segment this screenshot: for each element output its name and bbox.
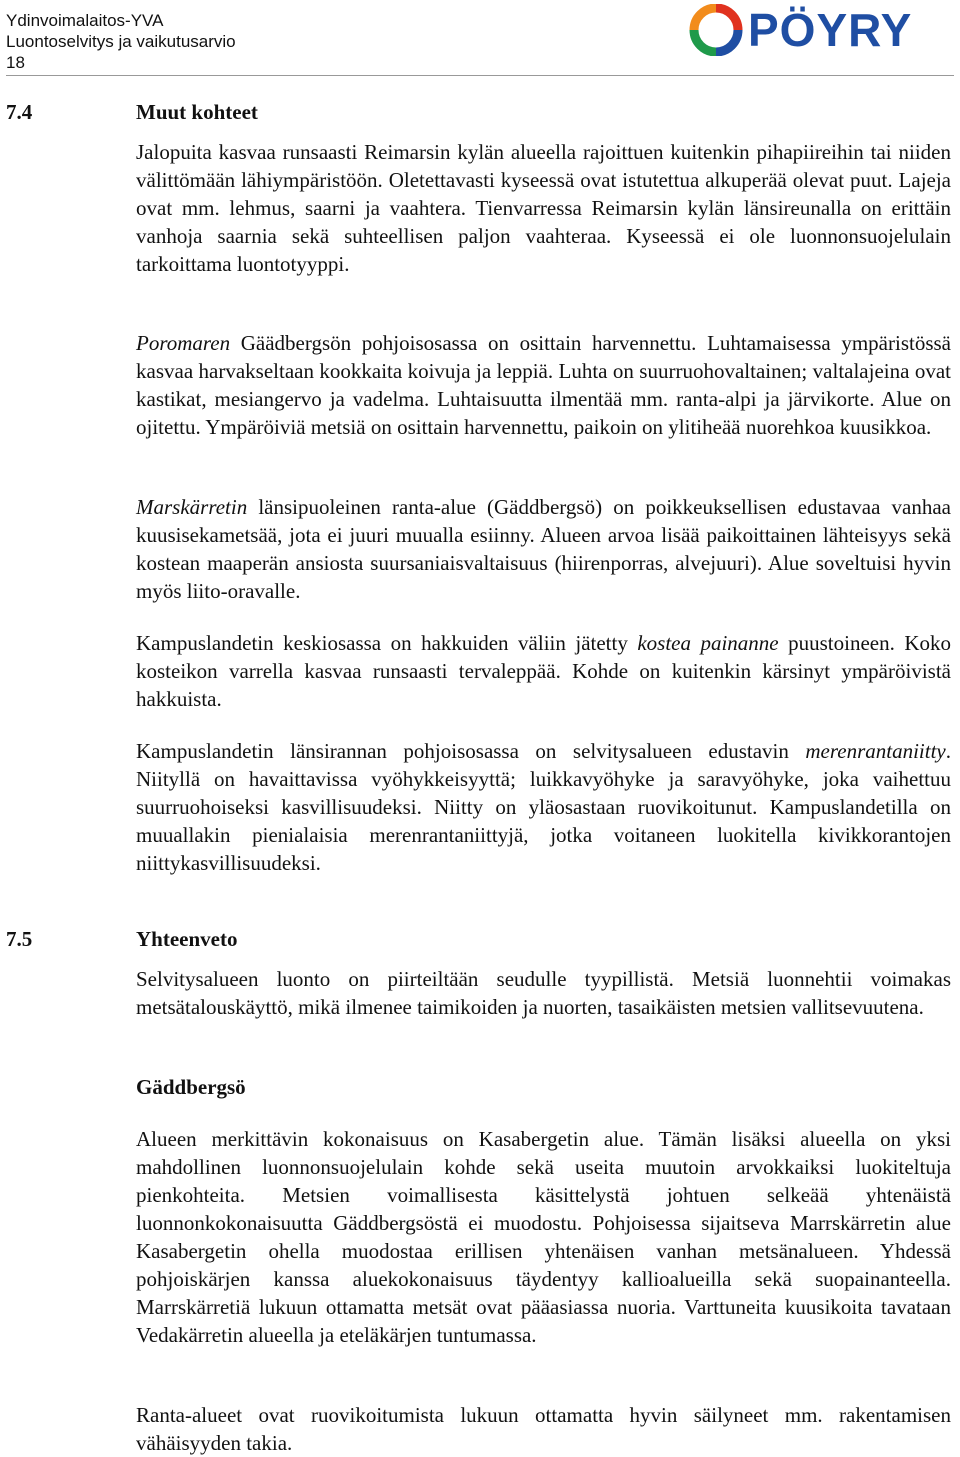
paragraph-jalopuita: Jalopuita kasvaa runsaasti Reimarsin kylän alueella rajoittuen kuitenkin pihapiireihin tai niiden välittömään lähiympäristöön. Oletettavasti kyseessä ovat istutettua alkuperää olevat puut. Lajeja ovat mm. lehmus, saarni ja vaahtera. Tienvarressa Reimarsin kylän länsireunalla on erittäin vanhoja saarnia sekä suhteellisen paljon vaahteraa. Kyseessä ei ole luonnonsuojelulain tarkoittama luontotyyppi. [136,140,951,276]
paragraph-merenrantaniitty [136,737,951,877]
header-project-title: Ydinvoimalaitos-YVA [6,11,164,30]
paragraph-text: länsipuoleinen ranta-alue (Gäddbergsö) on poikkeuksellisen edustavaa vanhaa kuusisekametsää, jota ei juuri muualla esiinny. Alueen arvoa lisää paikoittainen lähteisyys sekä kostean maaperän ansiosta suursaniaisvaltaisuus (hiirenporras, alvejuuri). Alue soveltuisi hyvin myös liito-oravalle. [136,495,951,603]
paragraph-ranta-alueet: Ranta-alueet ovat ruovikoitumista lukuun ottamatta hyvin säilyneet mm. rakentamisen vähäisyyden takia. [136,1403,951,1455]
paragraph-text: Kampuslandetin länsirannan pohjoisosassa on selvitysalueen edustavin [136,739,806,763]
paragraph-kostea-painanne [136,629,951,713]
header-document-title: Luontoselvitys ja vaikutusarvio [6,32,236,51]
paragraph-text: Kampuslandetin keskiosassa on hakkuiden väliin jätetty [136,631,638,655]
header-divider [6,75,954,76]
section-title: Muut kohteet [136,100,258,124]
place-name-poromaren: Poromaren [136,331,231,355]
paragraph-text: . Niityllä on havaittavissa vyöhykkeisyyttä; luikkavyöhyke ja saravyöhyke, joka vaihettuu suurruohoiseksi kasvillisuudeksi. Niitty on yläosastaan ruovikoitunut. Kampuslandetilla on muuallakin pienialaisia merenrantaniittyjä, jotka voitaneen luokitella kivikkorantojen niittykasvillisuudeksi. [136,739,951,875]
logo-wordmark: PÖYRY [748,4,913,56]
paragraph-text: puustoineen. Koko kosteikon varrella kasvaa runsaasti tervaleppää. Kohde on kuitenkin kärsinyt ympäröivistä hakkuista. [136,631,951,711]
paragraph-gaddbergso: Alueen merkittävin kokonaisuus on Kasabergetin alue. Tämän lisäksi alueella on yksi mahdollinen luonnonsuojelulain kohde sekä useita muutoin arvokkaiksi luokiteltuja pienkohteita. Metsien voimallisesta käsittelystä johtuen selkeää yhtenäistä luonnonkokonaisuutta Gäddbergsöstä ei muodostu. Pohjoisessa sijaitseva Marrskärretin alue Kasabergetin ohella muodostaa erillisen yhtenäisen vanhan metsänalueen. Yhdessä pohjoiskärjen kanssa aluekokonaisuus täydentyy kallioalueilla sekä suopainanteella. Marrskärretiä lukuun ottamatta metsät ovat pääasiassa nuoria. Varttuneita kuusikoita tavataan Vedakärretin alueella ja eteläkärjen tuntumassa. [136,1127,951,1347]
habitat-kostea-painanne: kostea painanne [637,631,779,655]
poyry-logo-mark-icon [688,4,744,56]
page-number: 18 [6,53,25,72]
section-heading-7-4 [6,99,258,125]
paragraph-marskarretin [136,493,951,605]
place-name-marskarretin: Marskärretin [136,495,248,519]
section-number: 7.5 [6,927,33,951]
section-heading-7-5 [6,926,237,952]
section-number: 7.4 [6,100,33,124]
page-header [0,0,960,80]
paragraph-yhteenveto: Selvitysalueen luonto on piirteiltään seudulle tyypillistä. Metsiä luonnehtii voimakas metsätalouskäyttö, mikä ilmenee taimikoiden ja nuorten, tasaikäisten metsien vallitsevuutena. [136,967,951,1019]
paragraph-poromaren [136,329,951,441]
poyry-logo [688,4,956,56]
habitat-merenrantaniitty: merenrantaniitty [805,739,946,763]
subheading-gaddbergso: Gäddbergsö [136,1075,246,1099]
section-title: Yhteenveto [136,927,238,951]
paragraph-text: Gäädbergsön pohjoisosassa on osittain harvennettu. Luhtamaisessa ympäristössä kasvaa harvakseltaan kookkaita koivuja ja leppiä. Luhta on suurruohovaltainen; valtalajeina ovat kastikat, mesiangervo ja vadelma. Luhtaisuutta ilmentää mm. ranta-alpi ja järvikorte. Alue on ojitettu. Ympäröiviä metsiä on osittain harvennettu, paikoin on ylitiheää nuorehkoa kuusikkoa. [136,331,951,439]
